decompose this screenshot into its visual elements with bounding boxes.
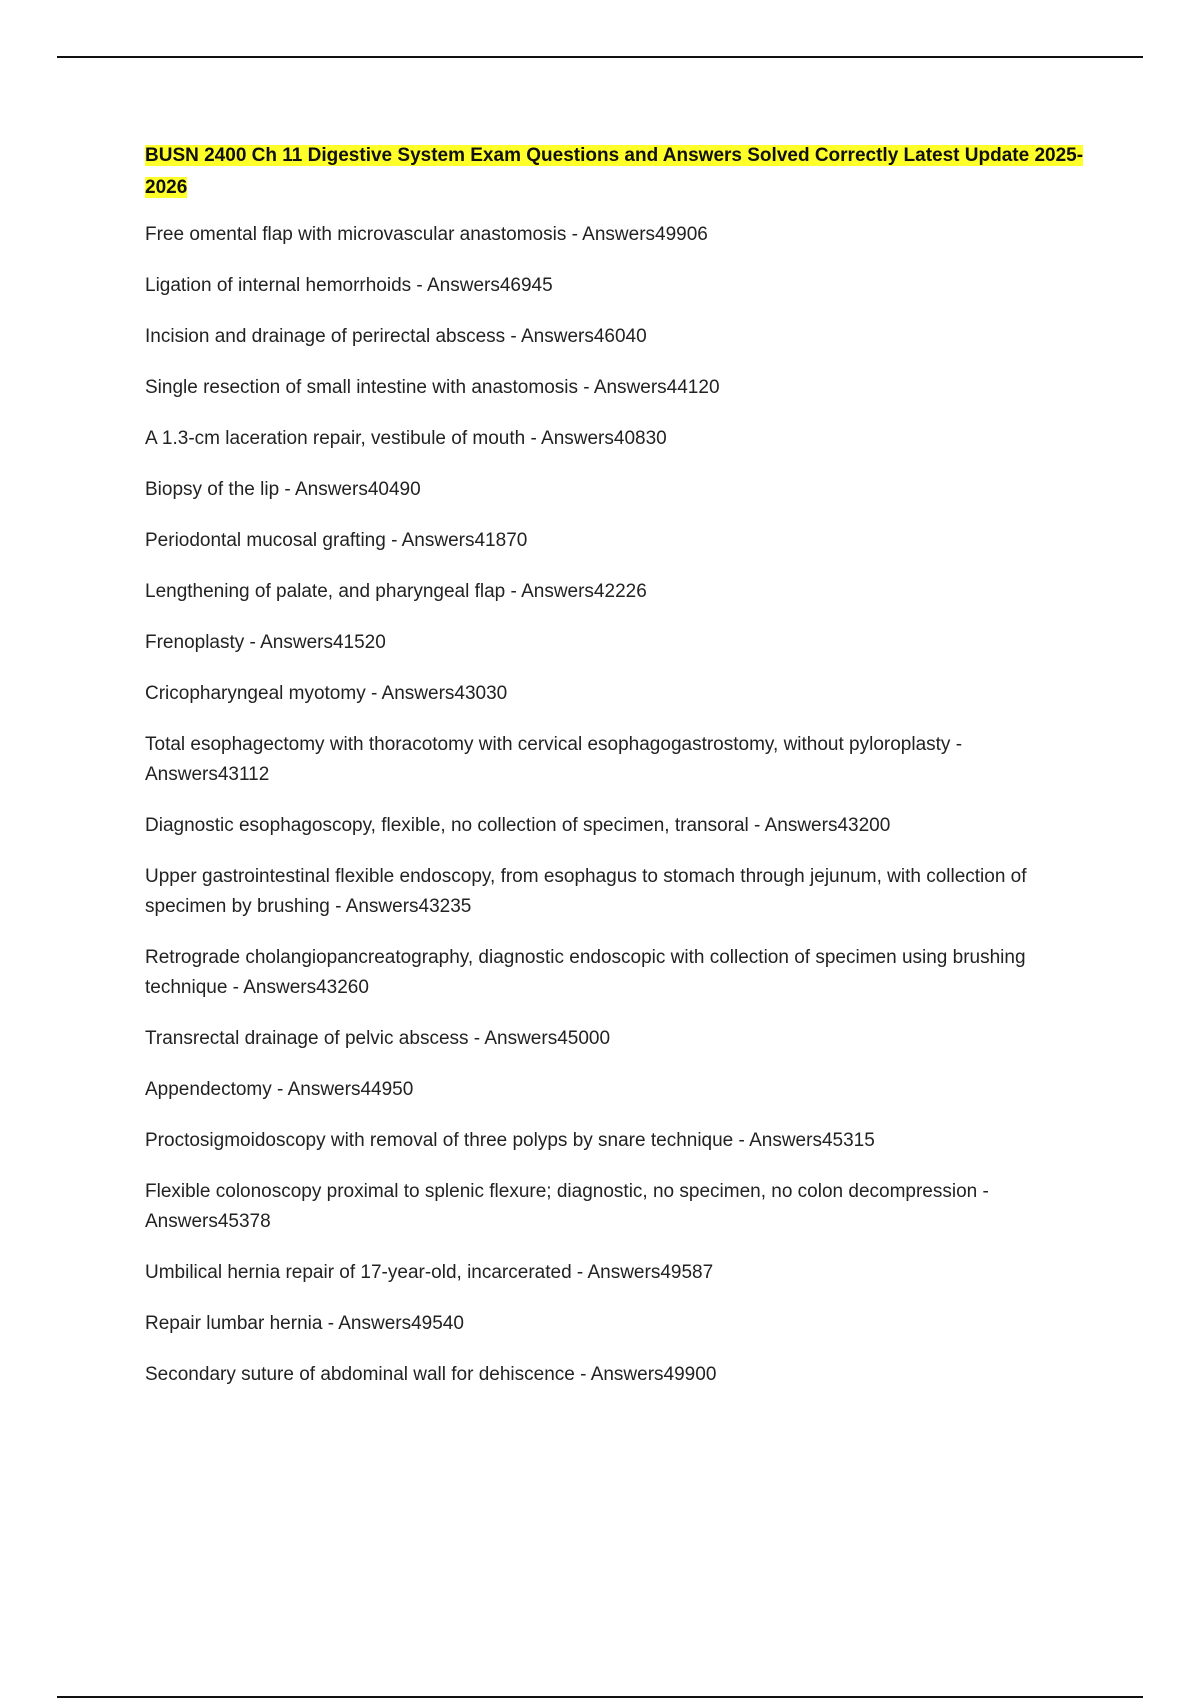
- qa-item: Lengthening of palate, and pharyngeal flap - Answers42226: [145, 581, 647, 602]
- qa-item: Appendectomy - Answers44950: [145, 1079, 414, 1100]
- qa-item: Frenoplasty - Answers41520: [145, 632, 386, 653]
- qa-item: Free omental flap with microvascular anastomosis - Answers49906: [145, 224, 708, 245]
- document-title: [145, 140, 1090, 204]
- qa-item: Flexible colonoscopy proximal to splenic flexure; diagnostic, no specimen, no colon decompression - Answers45378: [145, 1181, 989, 1232]
- qa-item: Repair lumbar hernia - Answers49540: [145, 1313, 464, 1334]
- qa-item: Periodontal mucosal grafting - Answers41870: [145, 530, 528, 551]
- qa-item: Upper gastrointestinal flexible endoscopy, from esophagus to stomach through jejunum, with collection of specimen by brushing - Answers43235: [145, 866, 1027, 917]
- qa-item: Total esophagectomy with thoracotomy with cervical esophagogastrostomy, without pyloroplasty - Answers43112: [145, 734, 963, 785]
- header-rule: [57, 56, 1143, 58]
- qa-item: Diagnostic esophagoscopy, flexible, no collection of specimen, transoral - Answers43200: [145, 815, 891, 836]
- qa-item: Ligation of internal hemorrhoids - Answers46945: [145, 275, 553, 296]
- qa-item: Biopsy of the lip - Answers40490: [145, 479, 421, 500]
- qa-item: Proctosigmoidoscopy with removal of three polyps by snare technique - Answers45315: [145, 1130, 875, 1151]
- qa-item: Incision and drainage of perirectal abscess - Answers46040: [145, 326, 647, 347]
- qa-list: [145, 220, 1090, 1390]
- document-body: [145, 140, 1090, 1411]
- qa-item: Retrograde cholangiopancreatography, diagnostic endoscopic with collection of specimen using brushing technique - Answers43260: [145, 947, 1026, 998]
- title-highlight: BUSN 2400 Ch 11 Digestive System Exam Questions and Answers Solved Correctly Latest Update 2025-2026: [145, 145, 1084, 198]
- qa-item: Cricopharyngeal myotomy - Answers43030: [145, 683, 508, 704]
- footer-rule: [57, 1696, 1143, 1698]
- qa-item: Umbilical hernia repair of 17-year-old, incarcerated - Answers49587: [145, 1262, 714, 1283]
- qa-item: A 1.3-cm laceration repair, vestibule of mouth - Answers40830: [145, 428, 667, 449]
- qa-item: Single resection of small intestine with anastomosis - Answers44120: [145, 377, 720, 398]
- qa-item: Transrectal drainage of pelvic abscess - Answers45000: [145, 1028, 611, 1049]
- qa-item: Secondary suture of abdominal wall for dehiscence - Answers49900: [145, 1364, 717, 1385]
